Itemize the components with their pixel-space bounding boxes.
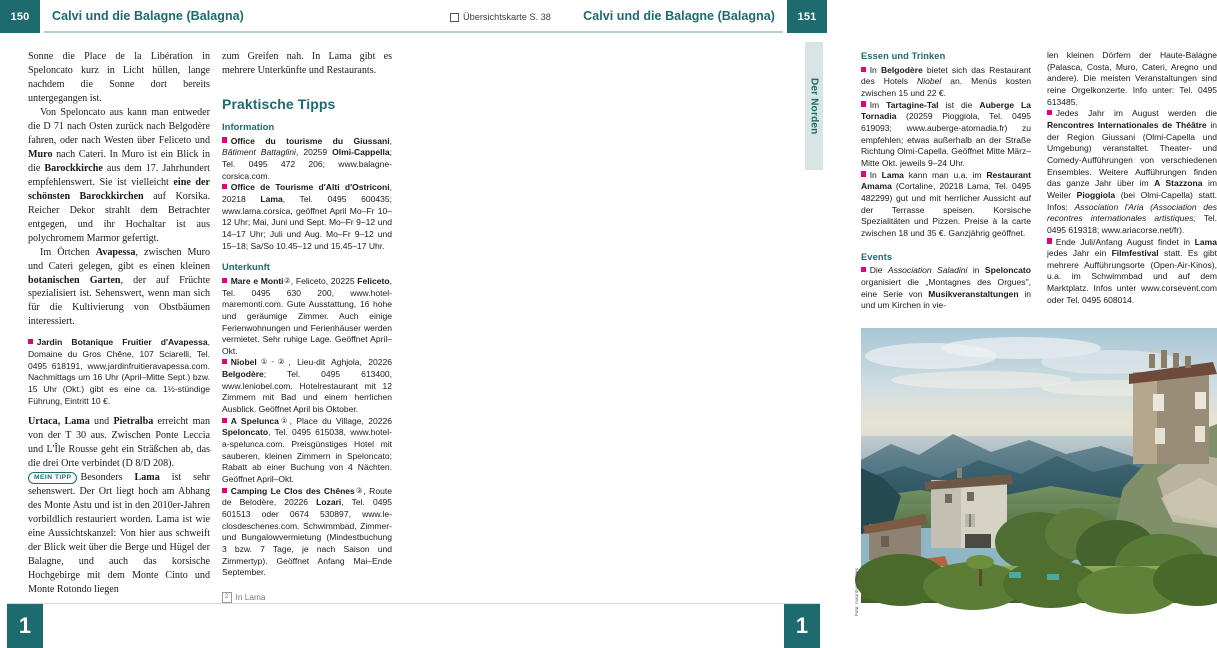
- hotel-town: Speloncato: [222, 427, 269, 438]
- map-reference-text: Übersichtskarte S. 38: [463, 12, 551, 22]
- office-town: Olmi-Cappella: [332, 147, 390, 158]
- restaurant-name: Restaurant Amama: [861, 169, 1031, 192]
- place-name: Pioggiola: [1076, 189, 1116, 200]
- text-run-bold: Muro: [28, 148, 53, 160]
- event-entry-saladini: [861, 265, 1031, 312]
- text-run: ist sehr sehenswert. Der Ort liegt hoch am Abhang des Monte Astu und ist in den 2010er-Jahren vorbildlich restauriert worden. Lama ist wie eine Aussichtskanzel: Von hier aus schweift der Blick weit über die Berge und Hügel der Balagne, und auch das korsische Hochgebirge mit dem Monte Cinto und Monte Rotondo liegen: [28, 472, 210, 595]
- restaurant-entry-belgodere: [861, 65, 1031, 100]
- square-bullet-icon: [1047, 110, 1052, 115]
- square-bullet-icon: [222, 278, 227, 283]
- event-name: Rencontres Internationales de Théâtre: [1047, 119, 1207, 130]
- practical-info-block: [222, 121, 392, 579]
- text-run: Im: [869, 99, 887, 110]
- folio-right: 151: [787, 0, 827, 33]
- text-run-bold: Avapessa: [95, 246, 136, 258]
- square-bullet-icon: [222, 137, 227, 142]
- page-left: [0, 0, 413, 648]
- text-run: In: [869, 64, 881, 75]
- text-run: , Route de Belodère, 20226: [222, 485, 392, 508]
- text-run-bold: eine der schönsten Barockkirchen: [28, 176, 210, 202]
- paragraph: zum Greifen nah. In Lama gibt es mehrere Unterkünfte und Restaurants.: [222, 51, 392, 76]
- poi-entry-jardin: [28, 337, 210, 407]
- chapter-marker-right: 1: [784, 604, 820, 648]
- photo-balagne-village: [861, 328, 1217, 603]
- footer-rule-left: [7, 603, 413, 604]
- caption-text: In Lama: [235, 592, 266, 603]
- event-entry-filmfestival: [1047, 237, 1217, 307]
- paragraph: [28, 246, 210, 330]
- running-title-left: Calvi und die Balagne (Balagna): [52, 9, 244, 23]
- square-bullet-icon: [1047, 238, 1052, 243]
- restaurant-details: (20259 Pioggiola, Tel. 0495 619093; www.auberge-atornadia.fr) zu empfehlen; etwas außerhalb an der Straße Richtung Olmi-Capella. Geöffnet Mitte März–Mitte Okt. jeweils 9–24 Uhr.: [861, 111, 1031, 168]
- association-name: Association l'Aria: [1074, 201, 1144, 212]
- mein-tipp-badge: MEIN TIPP: [28, 472, 77, 485]
- hotel-name: Mare e Monti: [230, 275, 284, 286]
- square-bullet-icon: [222, 184, 227, 189]
- restaurant-name: Auberge La Tornadia: [861, 99, 1032, 122]
- column-right-2: [1047, 50, 1217, 306]
- office-name: Office du tourisme du Giussani: [230, 135, 390, 146]
- text-run: Besonders: [80, 472, 135, 484]
- text-run-bold: Barockkirche: [44, 162, 103, 174]
- column-body-left-2: [222, 50, 392, 78]
- place-name: Lama: [1194, 236, 1217, 247]
- chapter-marker-left: 1: [7, 604, 43, 648]
- camping-entry-clos-des-chenes: [222, 486, 392, 579]
- text-run: Ende Juli/Anfang August findet in: [1055, 236, 1195, 247]
- footer-rule-right: [413, 603, 820, 604]
- running-head-right: [413, 0, 827, 33]
- text-run: Im Örtchen: [40, 246, 96, 258]
- running-rule-left: [44, 31, 413, 33]
- text-run: in und um Kirchen in vie-: [861, 288, 1031, 311]
- chapter-side-tab: [805, 42, 823, 170]
- text-run: (bei Olmi-Capella) statt. Infos:: [1047, 189, 1217, 212]
- hotel-name: A Spelunca: [230, 415, 279, 426]
- hotel-details: , Tel. 0495 630 200, www.hotel-maremonti.com. Gute Ausstattung, 16 hohe und geräumige Zimmer. Auch einige Ferienwohnungen und Ferienhäuser werden vermietet. Sehr ruhige Lage. Geöffnet April–Okt.: [222, 275, 392, 356]
- text-run: in: [967, 265, 985, 276]
- text-run: auf Korsika. Reicher Dekor strahlt dem Betrachter entgegen, und ihr Hochaltar ist aus polychromem Marmor gefertigt.: [28, 190, 210, 244]
- hotel-town: Feliceto: [357, 275, 390, 286]
- paragraph: [28, 415, 210, 471]
- association-name: Association Saladini: [887, 265, 968, 276]
- event-entry-theatre: [1047, 108, 1217, 236]
- text-run: , 20259: [295, 147, 333, 158]
- folio-left: 150: [0, 0, 40, 33]
- text-run: kann man u.a. im: [903, 169, 987, 180]
- text-run-bold: Urtaca, Lama: [28, 416, 90, 428]
- hotel-details: ; Tel. 0495 613400, www.leniobel.com. Hotelrestaurant mit 12 Zimmern mit Bad und einem herrlichen Ausblick. Geöffnet April bis Oktober.: [222, 369, 392, 415]
- price-category-icon: ③: [354, 485, 364, 495]
- info-entry-tourism-giussani: Office du tourisme du Giussani, Bâtiment Battaglini, 20259 Olmi-Cappella; Tel. 0495 472 206; www.balagne-corsica.com.: [222, 135, 392, 181]
- poi-name: Jardin Botanique Fruitier d'Avapessa: [36, 337, 208, 348]
- text-run: jedes Jahr ein: [1047, 248, 1112, 259]
- section-heading-praktische-tipps: Praktische Tipps: [222, 95, 336, 112]
- venue-name: A Stazzona: [1154, 178, 1203, 189]
- campsite-details: , Tel. 0495 601513 oder 0674 530897, www.le-closdeschenes.com. Schwimmbad, Zimmer- und Bungalowvermietung (Mindestbuchung 3 bzw. 7 Tage, je nach Saison und Zimmertyp). Geöffnet Anfang Mai–Ende September.: [222, 497, 392, 578]
- office-town: Lama: [260, 193, 283, 204]
- square-bullet-icon: [28, 339, 33, 344]
- place-name: Speloncato: [984, 265, 1031, 276]
- hotel-entry-niobel: [222, 357, 392, 415]
- event-name: Filmfestival: [1111, 248, 1159, 259]
- association-subtitle: (Association des recontres internationales artistiques;: [1047, 201, 1217, 224]
- office-contact: ; Tel. 0495 472 206; www.balagne-corsica.com.: [222, 147, 392, 181]
- text-run: erreicht man von der T 30 aus. Zwischen Ponte Leccia und L'Île Rousse geht ein Sträßchen ab, das die drei Orte verbindet (D 8/D 208).: [28, 416, 210, 470]
- side-tab-label: Der Norden: [808, 77, 820, 135]
- text-run: organisiert die „Montagnes des Orgues", eine Serie von: [861, 276, 1031, 299]
- paragraph: [28, 471, 210, 597]
- text-run: , Lieu-dit Aghjola, 20226: [288, 357, 392, 368]
- text-run: bietet sich das Restaurant des Hotels: [861, 64, 1031, 87]
- paragraph: Sonne die Place de la Libération in Speloncato kurz in Licht hüllen, lange nachdem die Sonne dort bereits untergegangen ist.: [28, 51, 210, 104]
- running-head-left: [0, 0, 413, 33]
- square-bullet-icon: [861, 171, 866, 176]
- text-run: an. Menüs kosten zwischen 15 und 22 €.: [861, 76, 1031, 98]
- map-square-icon: [450, 13, 459, 22]
- text-run: nach Cateri. In Muro ist ein Blick in die: [28, 148, 210, 174]
- entry-line: [28, 337, 210, 407]
- text-run: im Weiler: [1047, 178, 1217, 200]
- hotel-town: Belgodère: [222, 369, 264, 380]
- valley-name: Tartagine-Tal: [886, 99, 939, 110]
- text-run-bold: Pietralba: [113, 416, 154, 428]
- price-category-icon: ①: [278, 415, 290, 425]
- running-title-right: Calvi und die Balagne (Balagna): [583, 9, 775, 23]
- price-category-icon: ②: [283, 275, 291, 285]
- event-details: statt. Es gibt mehrere Aufführungsorte (Open-Air-Kinos), u.a. im Schwimmbad und auf dem Marktplatz. Infos unter www.corsevent.com oder Tel. 0495 608014.: [1047, 248, 1217, 305]
- photo-caption-left: [222, 592, 266, 603]
- square-bullet-icon: [222, 359, 227, 364]
- paragraph: len kleinen Dörfern der Haute-Balagne (Palasca, Costa, Muro, Cateri, Aregno und andere). Die meisten Veranstaltungen sind reine Orgelkonzerte. Info unter: Tel. 0495 613485.: [1047, 50, 1217, 107]
- restaurant-entry-tornadia: [861, 100, 1031, 170]
- text-run: , zwischen Muro und Cateri gelegen, gibt es einen kleinen: [28, 246, 210, 272]
- hotel-details: , Tel. 0495 615038, www.hotel-a-spelunca.com. Preisgünstiges Hotel mit sauberen, kleinen Zimmern in Speloncato; Rabatt ab einer Buchung von 4 Nächten. Geöffnet April–Okt.: [222, 427, 392, 485]
- text-run: In: [869, 169, 882, 180]
- square-bullet-icon: [222, 418, 227, 423]
- text-run: und: [89, 416, 114, 428]
- square-bullet-icon: [222, 488, 227, 493]
- column-right-1: [861, 50, 1031, 312]
- office-contact: , Tel. 0495 600435; www.lama.corsica, geöffnet April Mo–Fr 10–12 Uhr; Mai, Juni und Sept. Mo–Fr 9–12 und 14–17 Uhr; Juli und Aug. Mo–Fr 9–12 und 15–18; Sa/So 10.45–12 und 15.45–17 Uhr.: [222, 193, 392, 251]
- page-right: [413, 0, 1217, 648]
- text-run: , Place du Village, 20226: [289, 415, 392, 426]
- place-name: Belgodère: [880, 64, 923, 75]
- text-run-bold: Musikveranstaltungen: [928, 288, 1019, 299]
- poi-details: , Domaine du Gros Chêne, 107 Sciarelli, Tel. 0495 618191, www.jardinfruitieravapessa.com. Nachmittags um 16 Uhr (April–Mitte Sept.) bzw. 15 Uhr (Okt.) gibt es eine ca. 1½-stündige Führung, Eintritt 10 €.: [28, 337, 210, 406]
- office-building: Bâtiment Battaglini: [222, 147, 296, 158]
- square-bullet-icon: [861, 101, 866, 106]
- text-run: , der auf Früchte spezialisiert ist. Sehenswert, wenn man sich für die Kultivierung von Obstbäumen interessiert.: [28, 274, 210, 328]
- subheading-unterkunft: Unterkunft: [222, 262, 270, 273]
- text-run: , Feliceto, 20225: [290, 275, 358, 286]
- map-reference: [450, 12, 551, 22]
- hotel-name: Niobel: [230, 357, 257, 368]
- text-run-bold: Lama: [134, 472, 160, 484]
- subheading-events: Events: [861, 251, 893, 262]
- text-run-bold: botanischen Garten: [28, 274, 121, 286]
- text-run: ist die: [938, 99, 980, 110]
- office-name: Office de Tourisme d'Alti d'Ostriconi: [230, 182, 390, 193]
- event-contact: Tel. 0495 619318; www.ariacorse.net/fr).: [1047, 213, 1217, 235]
- info-entry-tourism-ostriconi: [222, 182, 392, 252]
- hotel-name-italic: Niobel: [917, 76, 942, 87]
- subheading-information: Information: [222, 121, 275, 132]
- text-run: Die: [869, 265, 888, 276]
- column-practical-tips: [222, 50, 392, 579]
- square-bullet-icon: [861, 267, 866, 272]
- square-bullet-icon: [861, 67, 866, 72]
- campsite-name: Camping Le Clos des Chênes: [230, 485, 355, 496]
- restaurant-entry-amama: [861, 170, 1031, 240]
- restaurant-details: (Cortaline, 20218 Lama, Tel. 0495 482299) gut und mit herrlicher Aussicht auf der Terrasse speisen. Korsische Spezialitäten und Pizzen. Preise à la carte zwischen 18 und 35 €. Ganzjährig geöffnet.: [861, 181, 1031, 238]
- text-run: aus dem 17. Jahrhundert empfehlenswert. Sie ist vielleicht: [28, 162, 210, 188]
- text-run: Jedes Jahr im August werden die: [1055, 108, 1217, 119]
- campsite-town: Lozari: [316, 497, 342, 508]
- price-category-icon: ①-②: [256, 357, 289, 367]
- photo-credit: Foto: mauritius images: [854, 568, 859, 616]
- text-run: in der Region Giussani (Olmi-Capella und Umgebung) veranstaltet. Theater- und Comedy-Aufführungen von verschiedenen Ensembles. Weitere Aufführungen finden das ganze Jahr über im: [1047, 119, 1217, 189]
- paragraph: [28, 106, 210, 246]
- subheading-essen-und-trinken: Essen und Trinken: [861, 51, 946, 61]
- place-name: Lama: [881, 169, 904, 180]
- text-run: , 20218: [222, 182, 392, 204]
- hotel-entry-mare-e-monti: [222, 276, 392, 358]
- hotel-entry-a-spelunca: [222, 416, 392, 486]
- running-rule-right: [413, 31, 783, 33]
- caption-number: 2: [222, 592, 232, 603]
- text-run: Von Speloncato aus kann man entweder die D 71 nach Osten zurück nach Belgodère fahren, oder nach Westen über Feliceto und: [28, 106, 210, 146]
- column-body-left-1: [28, 50, 210, 597]
